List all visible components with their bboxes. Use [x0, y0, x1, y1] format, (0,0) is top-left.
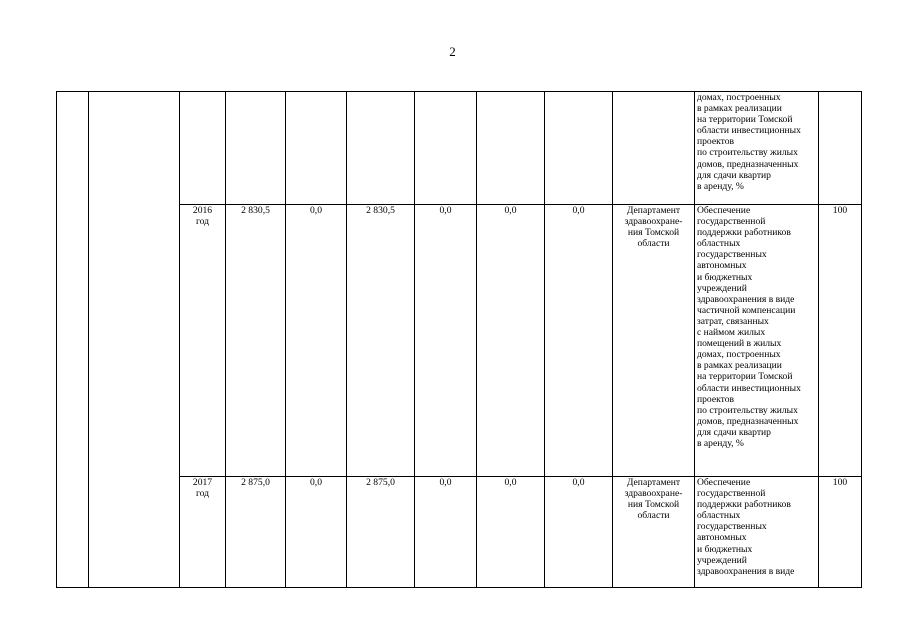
executor-line: Департамент: [626, 477, 681, 488]
cell-number: [57, 92, 89, 588]
indicator-line: домов, предназначенных: [697, 415, 799, 427]
indicator-line: государственной: [697, 216, 766, 228]
indicator-line: для сдачи квартир: [697, 426, 771, 438]
cell-executor: [613, 205, 695, 477]
indicator-line: автономных: [697, 532, 747, 544]
cell-extra-budget: 0,0: [477, 477, 545, 588]
indicator-line: домов, предназначенных: [697, 158, 799, 170]
indicator-line: поддержки работников: [697, 499, 791, 511]
cell-federal: 0,0: [286, 205, 347, 477]
indicator-line: для сдачи квартир: [697, 169, 771, 181]
cell-local: 0,0: [415, 205, 477, 477]
indicator-line: поддержки работников: [697, 227, 791, 239]
cell-year: [180, 92, 226, 205]
cell-regional: 2 875,0: [347, 477, 415, 588]
indicator-line: в рамках реализации: [697, 103, 782, 115]
indicator-line: и бюджетных: [697, 543, 753, 555]
year-label: 2017: [192, 477, 213, 488]
indicator-line: областных: [697, 238, 741, 250]
year-unit: год: [195, 216, 210, 228]
executor-line: здравоохране-: [624, 216, 683, 228]
cell-indicator: [695, 205, 819, 477]
executor-line: области: [637, 238, 670, 250]
cell-indicator-value: [819, 92, 862, 205]
cell-local: 0,0: [415, 477, 477, 588]
indicator-line: области инвестиционных: [697, 382, 801, 394]
indicator-line: в аренду, %: [697, 437, 744, 449]
year-unit: год: [195, 488, 210, 500]
executor-line: области: [637, 510, 670, 522]
cell-value: [286, 92, 347, 205]
cell-value: [226, 92, 286, 205]
cell-value: [545, 92, 613, 205]
indicator-line: по строительству жилых: [697, 404, 798, 416]
indicator-line: здравоохранения в виде: [697, 565, 795, 577]
indicator-line: частичной компенсации: [697, 304, 796, 316]
cell-total: 2 875,0: [226, 477, 286, 588]
indicator-line: помещений в жилых: [697, 338, 782, 350]
indicator-line: с наймом жилых: [697, 327, 766, 339]
cell-executor: [613, 477, 695, 588]
indicator-line: и бюджетных: [697, 271, 753, 283]
budget-table: [56, 91, 862, 588]
executor-line: ния Томской: [627, 227, 680, 239]
indicator-line: проектов: [697, 393, 735, 405]
executor-line: ния Томской: [627, 499, 680, 511]
cell-event-name: [89, 92, 180, 588]
table-row-continuation: [57, 92, 862, 205]
executor-line: здравоохране-: [624, 488, 683, 500]
indicator-line: на территории Томской: [697, 114, 793, 126]
cell-extra-budget: 0,0: [477, 205, 545, 477]
indicator-line: домах, построенных: [697, 349, 781, 361]
indicator-line: в рамках реализации: [697, 360, 782, 372]
indicator-line: по строительству жилых: [697, 147, 798, 159]
cell-other: 0,0: [545, 477, 613, 588]
indicator-line: государственной: [697, 488, 766, 500]
cell-total: 2 830,5: [226, 205, 286, 477]
cell-value: [477, 92, 545, 205]
cell-federal: 0,0: [286, 477, 347, 588]
page-number: 2: [449, 44, 456, 59]
indicator-line: областных: [697, 510, 741, 522]
executor-line: Департамент: [626, 205, 681, 216]
cell-indicator-value: 100: [819, 477, 862, 588]
indicator-line: домах, построенных: [697, 92, 781, 103]
indicator-line: на территории Томской: [697, 371, 793, 383]
cell-year: [180, 477, 226, 588]
indicator-line: учреждений: [697, 554, 747, 566]
year-label: 2016: [192, 205, 213, 216]
indicator-line: учреждений: [697, 282, 747, 294]
cell-value: [415, 92, 477, 205]
indicator-line: государственных: [697, 249, 767, 261]
cell-year: [180, 205, 226, 477]
cell-other: 0,0: [545, 205, 613, 477]
indicator-line: автономных: [697, 260, 747, 272]
indicator-line: государственных: [697, 521, 767, 533]
indicator-line: области инвестиционных: [697, 125, 801, 137]
indicator-line: проектов: [697, 136, 735, 148]
indicator-line: Обеспечение: [697, 477, 751, 488]
cell-executor: [613, 92, 695, 205]
indicator-line: затрат, связанных: [697, 315, 769, 327]
cell-regional: 2 830,5: [347, 205, 415, 477]
cell-indicator: [695, 477, 819, 588]
indicator-line: в аренду, %: [697, 180, 744, 192]
cell-indicator: [695, 92, 819, 205]
cell-value: [347, 92, 415, 205]
indicator-line: здравоохранения в виде: [697, 293, 795, 305]
indicator-line: Обеспечение: [697, 205, 751, 216]
cell-indicator-value: 100: [819, 205, 862, 477]
